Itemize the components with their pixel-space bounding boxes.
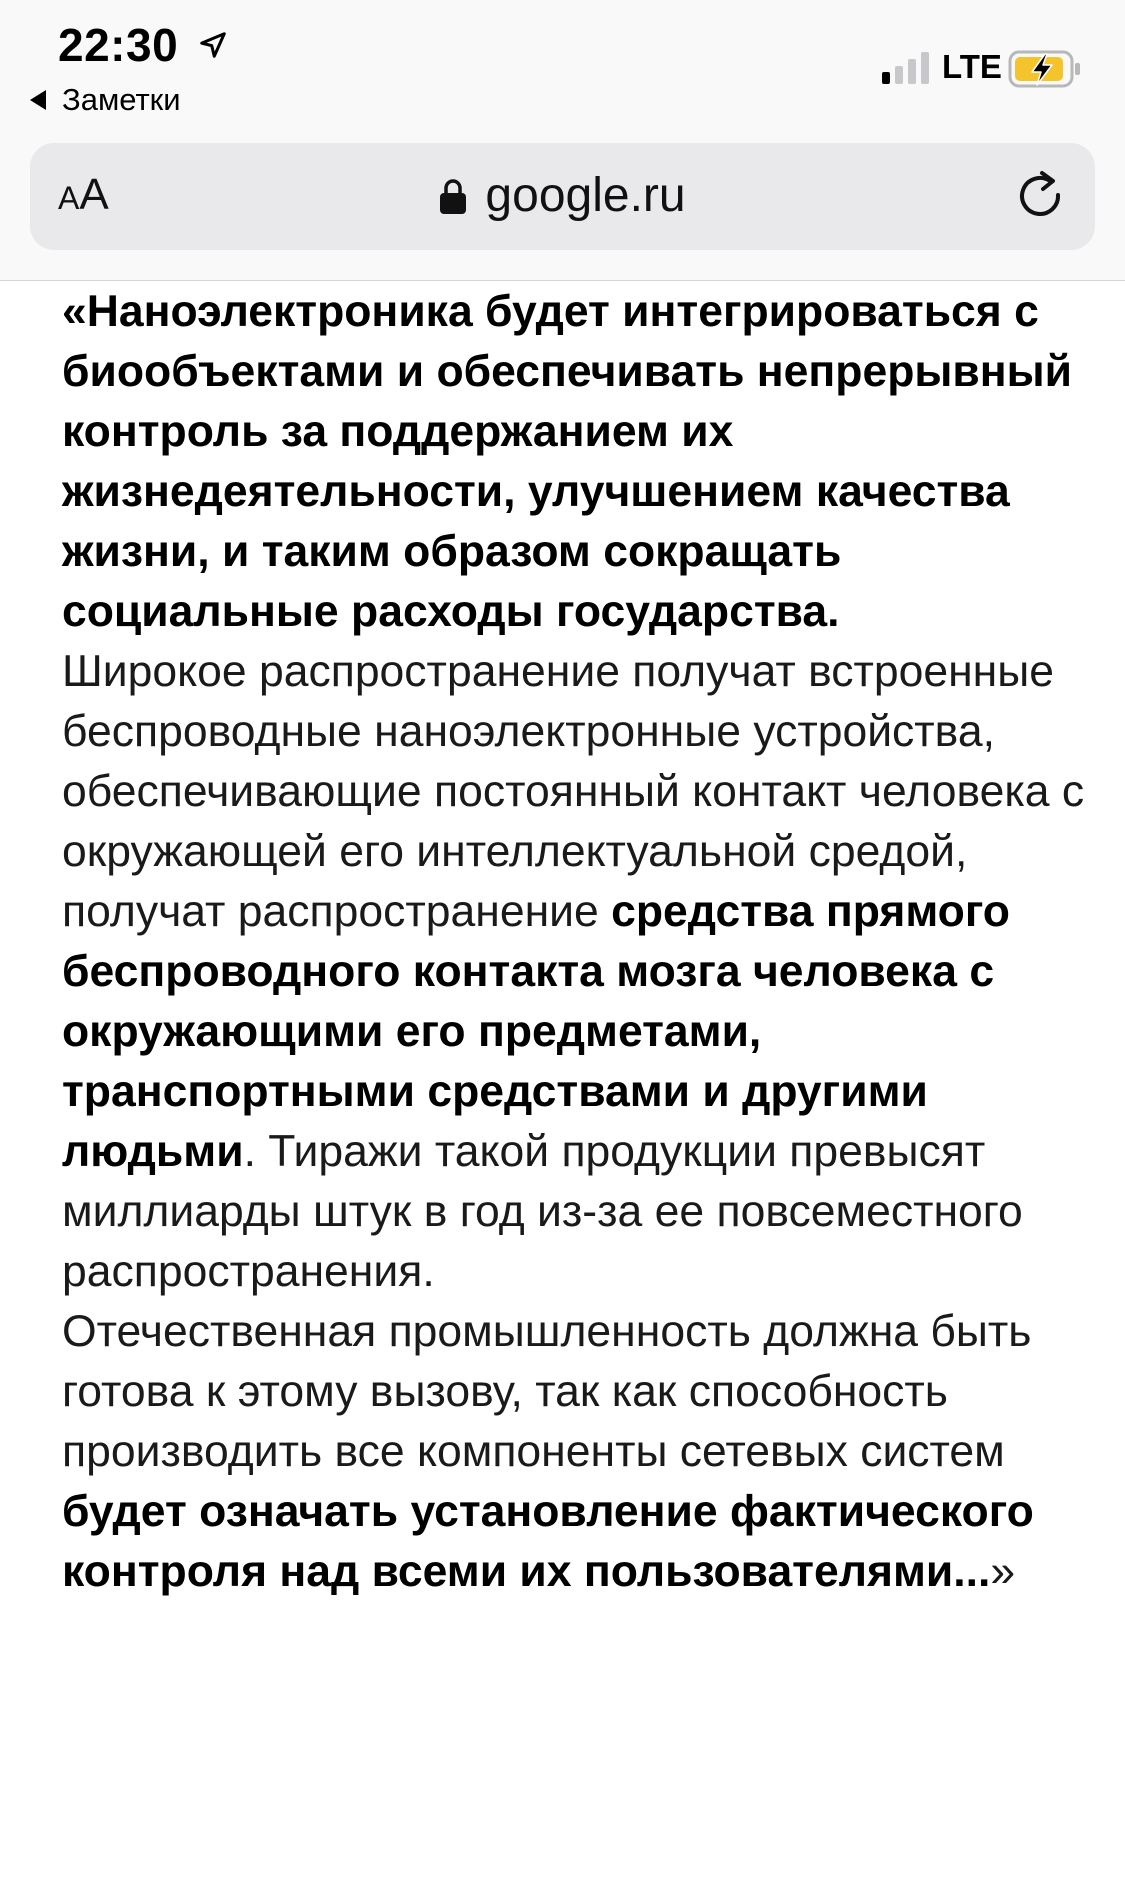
article-paragraph-1 (62, 282, 1102, 642)
bold-highlight: средства прямого беспроводного контакта мозга человека с окружающими его предметами, транспортными средствами и другими людьми (62, 887, 1010, 1176)
paragraph-text: . Тиражи такой продукции превысят миллиарды штук в год из-за ее повсеместного распространения. (62, 1127, 1023, 1296)
bold-quote-opening: «Наноэлектроника будет интегрироваться с биообъектами и обеспечивать непрерывный контроль за поддержанием их жизнедеятельности, улучшением качества жизни, и таким образом сокращать социальные расходы государства. (62, 287, 1073, 636)
url-display[interactable] (30, 167, 1095, 225)
back-to-notes-link[interactable] (30, 82, 181, 118)
back-link-label: Заметки (62, 82, 181, 117)
location-arrow-icon (198, 30, 228, 60)
back-arrow-icon (30, 90, 46, 110)
cellular-signal-icon (882, 50, 936, 86)
text-size-button[interactable]: AA (58, 170, 109, 219)
network-type: LTE (942, 48, 1002, 85)
reload-icon[interactable] (1011, 167, 1071, 227)
article-paragraph-2 (62, 642, 1102, 1302)
paragraph-text: Отечественная промышленность должна быть готова к этому вызову, так как способность производить все компоненты сетевых систем (62, 1307, 1032, 1476)
lock-icon (439, 177, 467, 215)
status-time: 22:30 (58, 19, 179, 71)
paragraph-text: Широкое распространение получат встроенные беспроводные наноэлектронные устройства, обеспечивающие постоянный контакт человека с окружающей его интеллектуальной средой, получат распространение (62, 647, 1085, 936)
closing-quote: » (990, 1547, 1016, 1596)
address-bar[interactable] (30, 143, 1095, 250)
bold-highlight: будет означать установление фактического контроля над всеми их пользователями... (62, 1487, 1034, 1596)
url-domain: google.ru (485, 169, 686, 222)
article-body (62, 282, 1102, 1602)
article-paragraph-3 (62, 1302, 1102, 1602)
battery-charging-icon (1008, 48, 1082, 90)
browser-chrome (0, 0, 1125, 281)
